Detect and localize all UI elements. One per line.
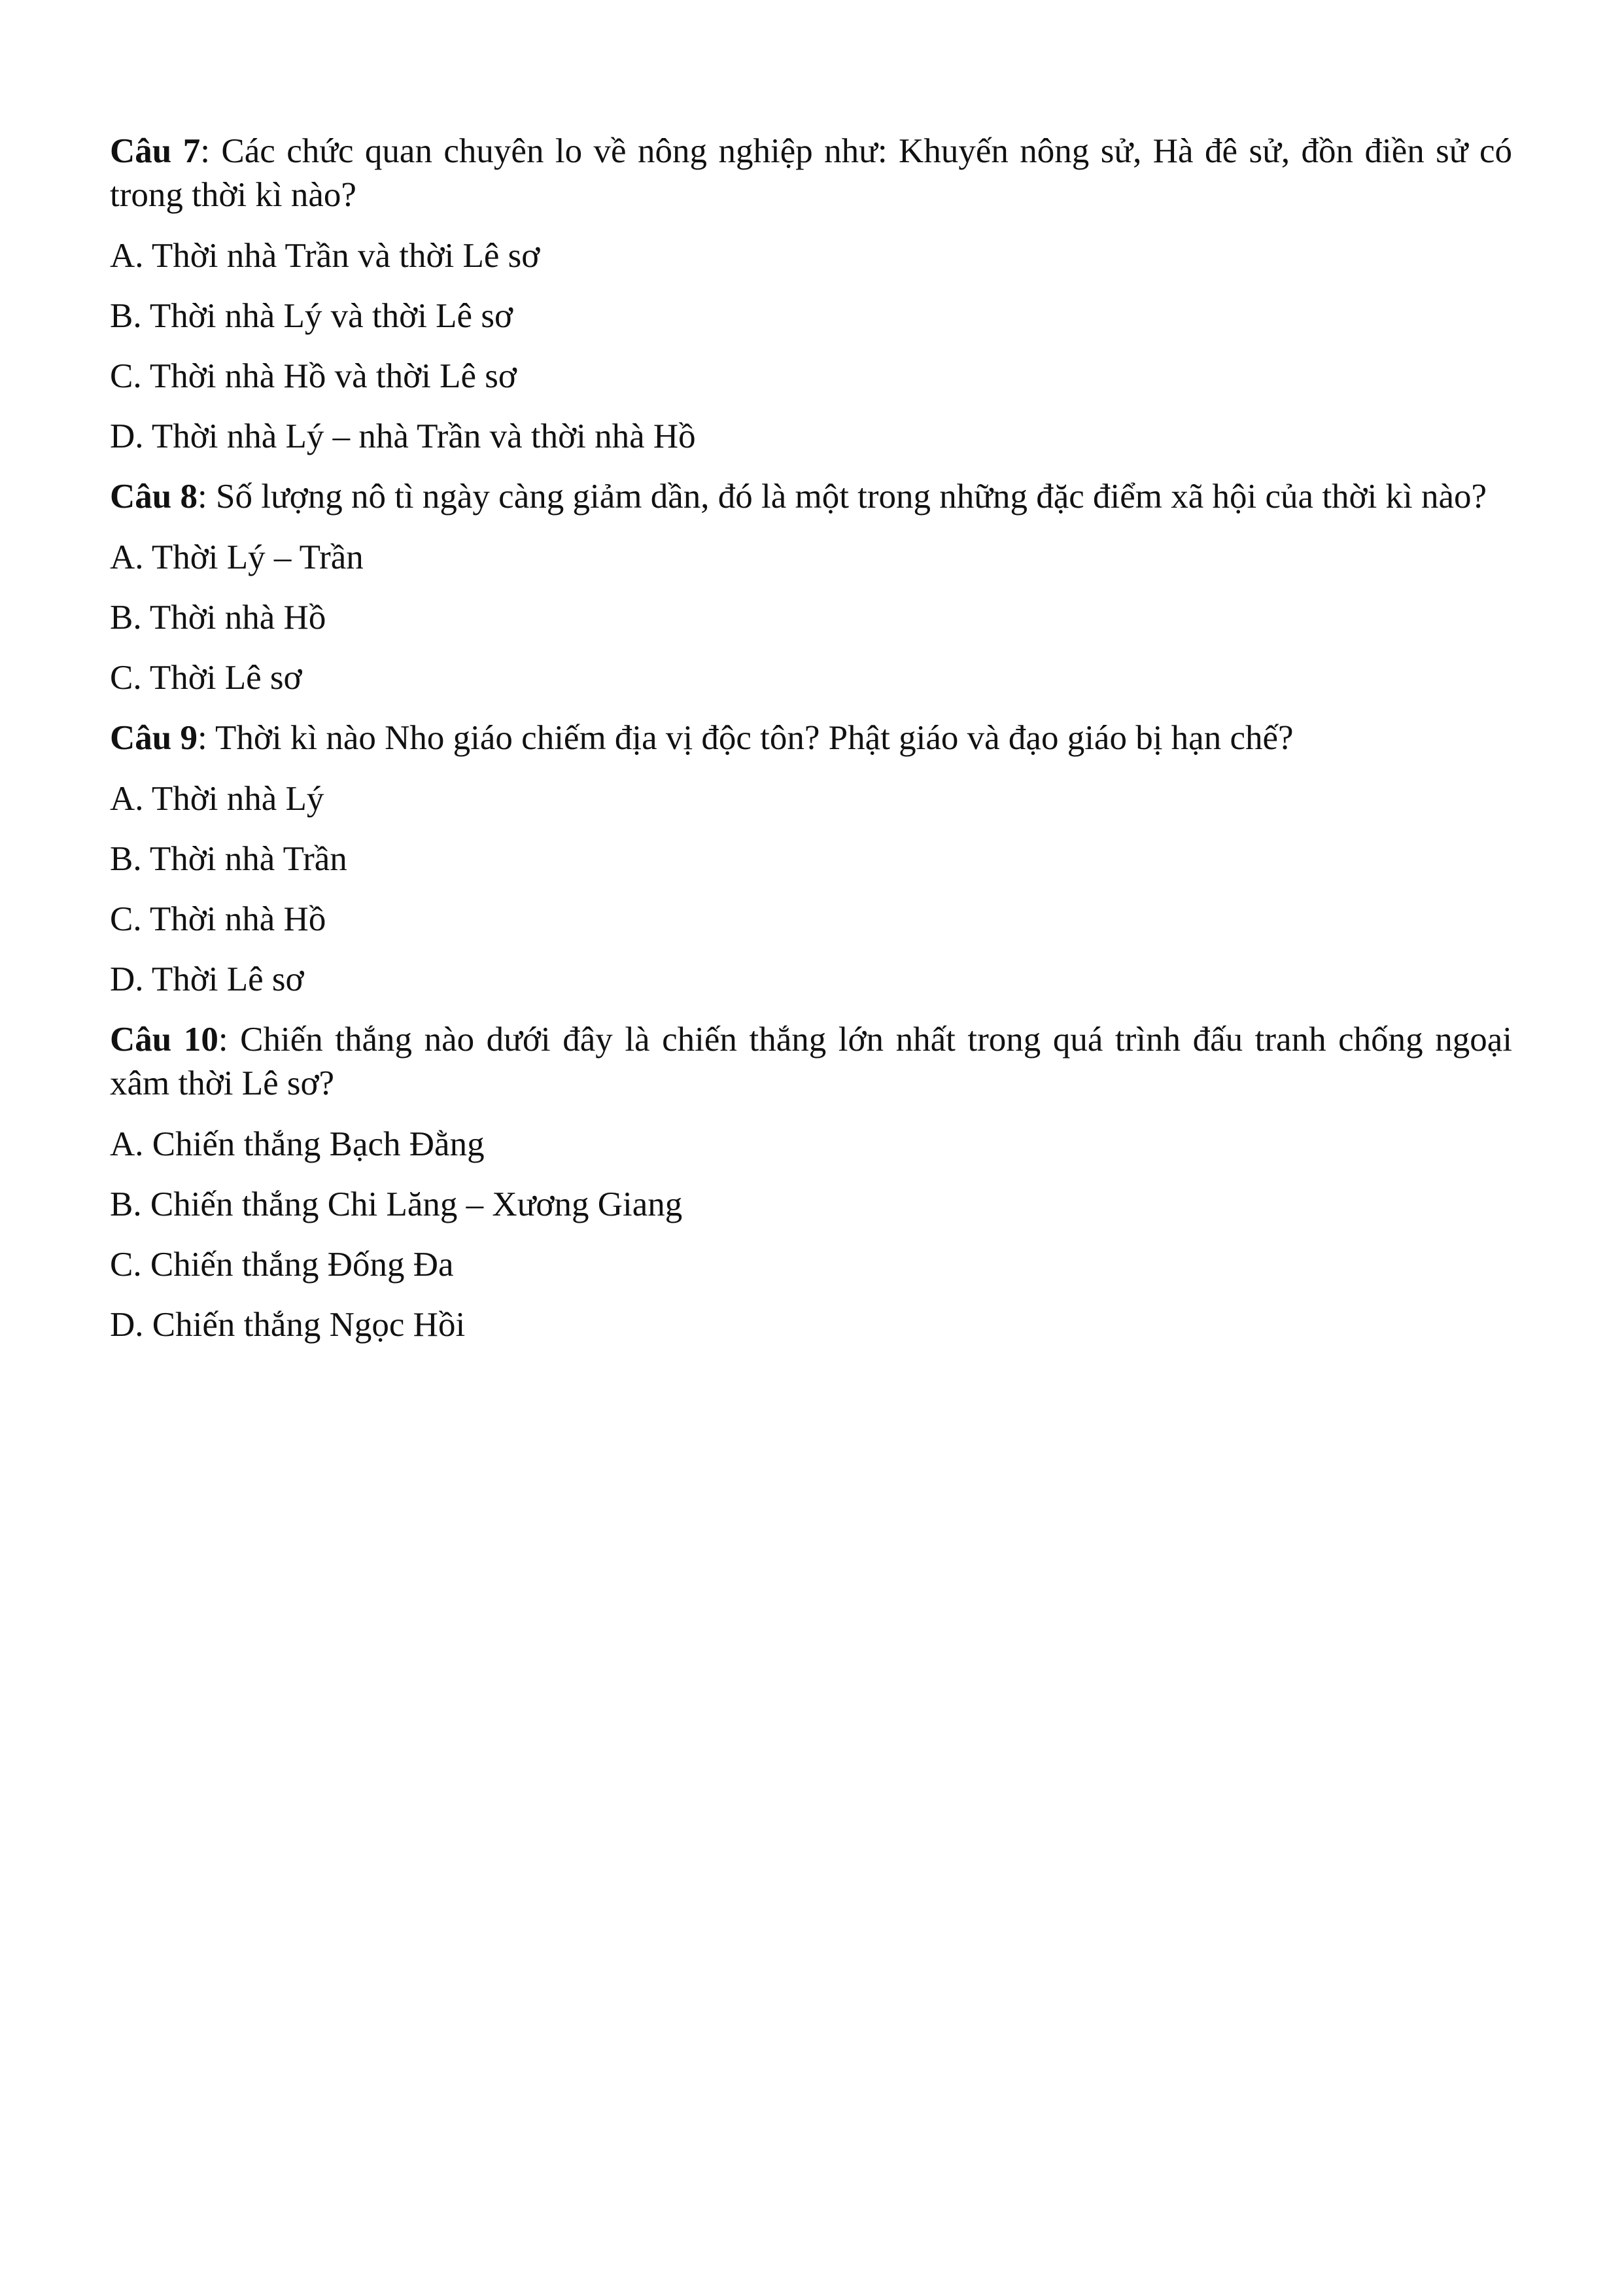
question-list: [110, 130, 1512, 1363]
option-b: B. Thời nhà Lý và thời Lê sơ: [110, 297, 513, 335]
question-9: [110, 716, 1512, 760]
question-text: : Chiến thắng nào dưới đây là chiến thắng lớn nhất trong quá trình đấu tranh chống ngoại xâm thời Lê sơ?: [110, 1021, 1512, 1102]
question-text: : Số lượng nô tì ngày càng giảm dần, đó là một trong những đặc điểm xã hội của thời kì nào?: [198, 478, 1487, 516]
option-a: A. Thời nhà Lý: [110, 780, 324, 818]
option-c: C. Chiến thắng Đống Đa: [110, 1246, 454, 1284]
question-10: [110, 1018, 1512, 1106]
option-c: C. Thời Lê sơ: [110, 659, 302, 697]
option-a: A. Thời Lý – Trần: [110, 538, 364, 576]
question-text: : Các chức quan chuyên lo về nông nghiệp như: Khuyến nông sử, Hà đê sử, đồn điền sử có trong thời kì nào?: [110, 132, 1512, 214]
option-b: B. Thời nhà Hồ: [110, 599, 326, 637]
option-c: C. Thời nhà Hồ và thời Lê sơ: [110, 357, 517, 395]
question-label: Câu 9: [110, 719, 198, 757]
question-block-10: [110, 1018, 1512, 1347]
question-block-7: [110, 130, 1512, 459]
question-7: [110, 130, 1512, 217]
question-8: [110, 475, 1512, 519]
option-a: A. Chiến thắng Bạch Đằng: [110, 1125, 485, 1163]
option-d: D. Chiến thắng Ngọc Hồi: [110, 1306, 466, 1344]
question-label: Câu 10: [110, 1021, 218, 1059]
question-label: Câu 7: [110, 132, 201, 170]
question-text: : Thời kì nào Nho giáo chiếm địa vị độc tôn? Phật giáo và đạo giáo bị hạn chế?: [198, 719, 1294, 757]
option-d: D. Thời nhà Lý – nhà Trần và thời nhà Hồ: [110, 417, 696, 455]
option-a: A. Thời nhà Trần và thời Lê sơ: [110, 237, 540, 275]
option-d: D. Thời Lê sơ: [110, 960, 304, 998]
option-b: B. Chiến thắng Chi Lăng – Xương Giang: [110, 1185, 683, 1223]
question-block-8: [110, 475, 1512, 700]
option-b: B. Thời nhà Trần: [110, 840, 347, 878]
question-block-9: [110, 716, 1512, 1002]
option-c: C. Thời nhà Hồ: [110, 900, 326, 938]
question-label: Câu 8: [110, 478, 198, 516]
